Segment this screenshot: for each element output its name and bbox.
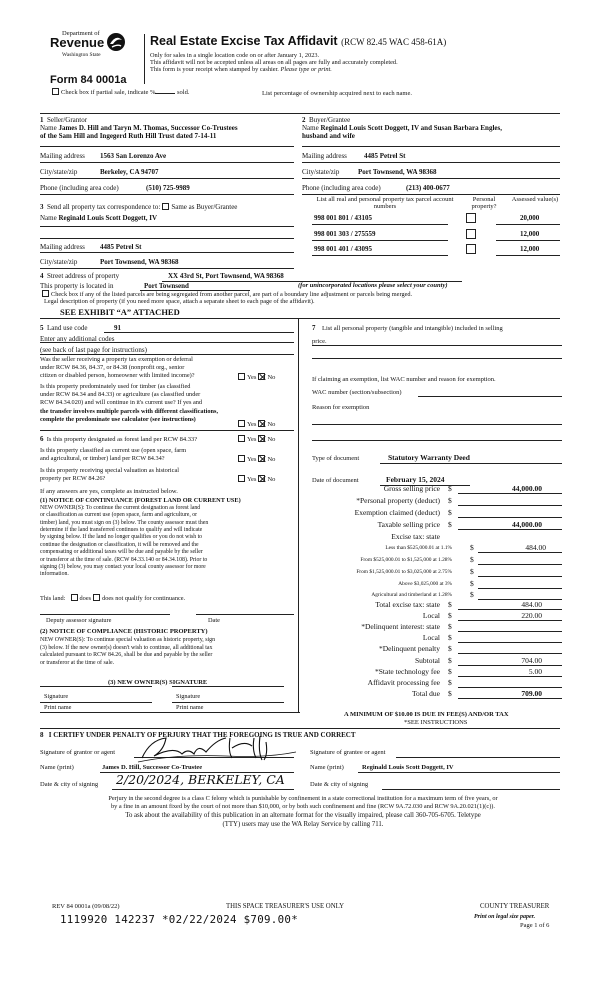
grantor-name-row: Name (print) James D. Hill, Successor Co-Trustee <box>40 764 203 771</box>
section3-name: Name Reginald Louis Scott Doggett, IV <box>40 214 158 222</box>
dor-logo <box>50 30 132 66</box>
personal-property-checkbox[interactable] <box>466 244 476 254</box>
deputy-signature-label: Deputy assessor signature <box>46 617 112 624</box>
deputy-date-label: Date <box>208 617 220 624</box>
owner-print-name-label: Print name <box>44 704 72 711</box>
form-number: Form 84 0001a <box>50 74 127 86</box>
forest-question: 6 Is this property designated as forest land per RCW 84.33? <box>40 435 198 443</box>
notice-compliance-title: (2) NOTICE OF COMPLIANCE (HISTORIC PROPERTY) <box>40 628 208 635</box>
parcel-col-header-3: Assessed value(s) <box>511 196 559 203</box>
no-checkbox[interactable] <box>258 475 265 482</box>
partial-sale-checkbox[interactable] <box>52 88 59 95</box>
form-revision: REV 84 0001a (09/08/22) <box>52 903 120 910</box>
seller-phone: Phone (including area code) (510) 725-9989 <box>40 184 190 192</box>
section4-street: 4 Street address of property XX 43rd St, Port Townsend, WA 98368 <box>40 272 284 280</box>
certify-statement: 8 I CERTIFY UNDER PENALTY OF PERJURY THAT THE FOREGOING IS TRUE AND CORRECT <box>40 731 356 739</box>
county-treasurer-label: COUNTY TREASURER <box>480 903 550 910</box>
historic-yes-no: Yes No <box>236 475 275 483</box>
subtotal-label: Subtotal <box>414 656 440 665</box>
exemption-yes-no: Yes No <box>236 373 275 381</box>
see-back: (see back of last page for instructions) <box>40 346 147 354</box>
notice-compliance-text: NEW OWNER(S): To continue special valuation as historic property, sign (3) below. If the new owner(s) doesn't wish to continue, all additional tax calculated pursuant to RCW 84.26, shall be due and payable by the seller or transferor at the time of sale. <box>40 637 216 667</box>
total-excise-state-value: 484.00 <box>521 600 542 609</box>
grantee-date-row: Date & city of signing <box>310 781 369 788</box>
local-tax-value: 220.00 <box>521 611 542 620</box>
grantor-signature-label: Signature of grantor or agent <box>40 749 116 756</box>
personal-property-checkbox[interactable] <box>466 229 476 239</box>
parcel-col-header-2: Personal property? <box>471 196 497 211</box>
personal-property-label: 7 List all personal property (tangible and intangible) included in selling price. <box>312 324 503 346</box>
current-use-question: Is this property classified as current use (open space, farm and agricultural, or timber) land per RCW 84.34? <box>40 447 187 463</box>
yes-checkbox[interactable] <box>238 475 245 482</box>
grantee-name-row: Name (print) Reginald Louis Scott Doggett, IV <box>310 764 454 771</box>
buyer-mailing: Mailing address 4485 Petrel St <box>302 152 406 160</box>
yes-checkbox[interactable] <box>238 373 245 380</box>
this-land-row: This land: does does not qualify for continuance. <box>40 595 186 602</box>
taxable-price-value: 44,000.00 <box>512 520 542 529</box>
grantor-date-row: Date & city of signing <box>40 781 99 788</box>
gross-price-label: Gross selling price <box>383 484 440 493</box>
new-owner-signature-title: (3) NEW OWNER(S) SIGNATURE <box>108 679 208 686</box>
minimum-note: A MINIMUM OF $10.00 IS DUE IN FEE(S) AND/OR TAX <box>344 711 509 718</box>
no-checkbox[interactable] <box>258 420 265 427</box>
delinquent-interest-label: *Delinquent interest: state <box>361 622 440 631</box>
cashier-stamp: 1119920 142237 *02/22/2024 $709.00* <box>60 913 299 926</box>
exemption-claim-label: If claiming an exemption, list WAC number and reason for exemption. <box>312 376 496 383</box>
legal-paper-note: Print on legal size paper. <box>474 914 536 920</box>
seller-heading: 1 Seller/Grantor <box>40 116 88 124</box>
gross-price-value: 44,000.00 <box>512 484 542 493</box>
does-checkbox[interactable] <box>71 594 78 601</box>
grantor-date-handwritten: 2/20/2024, BERKELEY, CA <box>116 772 285 787</box>
tech-fee-label: *State technology fee <box>375 667 440 676</box>
tech-fee-value: 5.00 <box>528 667 542 676</box>
excise-tax-header: Excise tax: state <box>391 532 440 541</box>
additional-codes: Enter any additional codes <box>40 335 115 343</box>
partial-sale-row: Check box if partial sale, indicate % sold. <box>50 88 190 96</box>
owner-signature-label: Signature <box>176 693 201 700</box>
segregated-row: Check box if any of the listed parcels are being segregated from another parcel, are part of a boundary line adjustment or parcels being merged. <box>40 290 412 298</box>
delinquent-local-label: Local <box>422 633 440 642</box>
current-use-yes-no: Yes No <box>236 455 275 463</box>
yes-checkbox[interactable] <box>238 420 245 427</box>
yes-checkbox[interactable] <box>238 435 245 442</box>
doc-date-row: Date of document February 15, 2024 <box>312 475 445 484</box>
subtotal-value: 704.00 <box>521 656 542 665</box>
land-use-row: 5 Land use code 91 <box>40 324 121 332</box>
no-checkbox[interactable] <box>258 373 265 380</box>
exhibit-a: SEE EXHIBIT “A” ATTACHED <box>60 307 180 317</box>
header-note-3: This form is your receipt when stamped by cashier. Please type or print. <box>150 66 332 73</box>
grantee-signature-label: Signature of grantee or agent <box>310 749 386 756</box>
seller-name: Name James D. Hill and Taryn M. Thomas, Successor Co-Trustees of the Sam Hill and Ingegerd Ruth Hill Trust dated 7-14-11 <box>40 124 238 141</box>
dor-state-label: Washington State <box>62 52 101 58</box>
timber-question: Is this property predominately used for timber (as classified under RCW 84.34 and 84.33) or agriculture (as classified under RCW 84.34.020) and will continue in it's current use? If yes and the transfer involves multiple parcels with different classifications, complete the predominate use calculator (see instructions) <box>40 383 219 423</box>
see-instructions: *SEE INSTRUCTIONS <box>404 719 468 726</box>
exemption-deduct-label: Exemption claimed (deduct) <box>354 508 440 517</box>
parcel-col-header-1: List all real and personal property tax parcel account numbers <box>316 196 454 211</box>
buyer-name: Name Reginald Louis Scott Doggett, IV and Susan Barbara Engles, husband and wife <box>302 124 502 141</box>
exemption-question: Was the seller receiving a property tax exemption or deferral under RCW 84.36, 84.37, or 84.38 (nonprofit org., senior citizen or disabled person, homeowner with limited income)? <box>40 356 195 380</box>
owner-print-name-label: Print name <box>176 704 204 711</box>
total-excise-state-label: Total excise tax: state <box>375 600 440 609</box>
affidavit-fee-label: Affidavit processing fee <box>367 678 440 687</box>
dor-swirl-icon <box>106 32 126 52</box>
does-not-checkbox[interactable] <box>93 594 100 601</box>
dor-revenue-label: Revenue <box>50 35 105 50</box>
section3-heading: 3 Send all property tax correspondence to: Same as Buyer/Grantee <box>40 203 238 211</box>
tier-label: From $1,525,000.01 to $3,025,000 at 2.75% <box>356 569 452 575</box>
forest-yes-no: Yes No <box>236 435 275 443</box>
no-checkbox[interactable] <box>258 455 265 462</box>
seller-mailing: Mailing address 1563 San Lorenzo Ave <box>40 152 167 160</box>
local-tax-label: Local <box>422 611 440 620</box>
tier-label: Less than $525,000.01 at 1.1% <box>385 545 452 551</box>
grantor-signature-image <box>136 734 306 764</box>
form-title: Real Estate Excise Tax Affidavit (RCW 82.45 WAC 458-61A) <box>150 34 447 48</box>
owner-signature-label: Signature <box>44 693 69 700</box>
header-note-2: This affidavit will not be accepted unless all areas on all pages are fully and accurately completed. <box>150 59 398 66</box>
header-note-1: Only for sales in a single location code on or after January 1, 2023. <box>150 52 320 59</box>
tier-value: 484.00 <box>525 543 546 552</box>
buyer-heading: 2 Buyer/Grantee <box>302 116 351 124</box>
total-due-value: 709.00 <box>521 689 542 698</box>
tier-label: From $525,000.01 to $1,525,000 at 1.28% <box>360 557 452 563</box>
taxable-price-label: Taxable selling price <box>377 520 440 529</box>
reason-label: Reason for exemption <box>312 404 370 411</box>
seller-city: City/state/zip Berkeley, CA 94707 <box>40 168 159 176</box>
personal-property-checkbox[interactable] <box>466 213 476 223</box>
section4-located: This property is located in Port Townsend (for unincorporated locations please select your county) <box>40 282 448 290</box>
ownership-note: List percentage of ownership acquired next to each name. <box>262 90 412 97</box>
dor-dept-label: Department of <box>62 30 100 37</box>
segregated-checkbox[interactable] <box>42 290 49 297</box>
wac-label: WAC number (section/subsection) <box>312 389 402 396</box>
legal-description-label: Legal description of property (if you need more space, attach a separate sheet to each page of the affidavit). <box>44 298 315 305</box>
buyer-phone: Phone (including area code) (213) 400-0677 <box>302 184 450 192</box>
perjury-notice: Perjury in the second degree is a class C felony which is punishable by confinement in a state correctional institution for a maximum term of five years, or by a fine in an amount fixed by the court of not more than $10,000, or by both such confinement and fine (RCW 9A.72.030 and RCW 9A.20.021(1)(c)). To ask about the availability of this publication in an alternate format for the visually impaired, please call 360-705-6705. Teletype (TTY) users may use the WA Relay Service by calling 711. <box>108 795 498 828</box>
tier-label: Agricultural and timberland at 1.28% <box>371 592 452 598</box>
no-checkbox[interactable] <box>258 435 265 442</box>
page-number: Page 1 of 6 <box>520 922 550 929</box>
timber-yes-no: Yes No <box>236 420 275 428</box>
historic-question: Is this property receiving special valuation as historical property per RCW 84.26? <box>40 467 180 483</box>
section3-city: City/state/zip Port Townsend, WA 98368 <box>40 258 179 266</box>
buyer-city: City/state/zip Port Townsend, WA 98368 <box>302 168 437 176</box>
treasurer-use-label: THIS SPACE TREASURER'S USE ONLY <box>226 903 345 910</box>
if-any-yes: If any answers are yes, complete as instructed below. <box>40 488 178 495</box>
section3-mailing: Mailing address 4485 Petrel St <box>40 243 142 251</box>
personal-property-deduct-label: *Personal property (deduct) <box>356 496 440 505</box>
total-due-label: Total due <box>411 689 440 698</box>
yes-checkbox[interactable] <box>238 455 245 462</box>
doc-type-row: Type of document Statutory Warranty Deed <box>312 453 470 462</box>
tier-label: Above $3,025,000 at 3% <box>398 581 452 587</box>
delinquent-penalty-label: *Delinquent penalty <box>378 644 440 653</box>
notice-continuance-text: NEW OWNER(S): To continue the current designation as forest land or classification as current use (open space, farm and agriculture, or timber) land, you must sign on (3) below. The county assessor must then determine if the land transferred continues to qualify and will indicate by signing below. If the land no longer qualifies or you do not wish to continue the designation or classification, it will be removed and the compensating or additional taxes will be due and payable by the seller or transferor at the time of sale. (RCW 84.33.140 or 84.34.108). Prior to signing (3) below, you may contact your local county assessor for more information. <box>40 505 209 578</box>
same-as-buyer-checkbox[interactable] <box>162 203 169 210</box>
notice-continuance-title: (1) NOTICE OF CONTINUANCE (FOREST LAND OR CURRENT USE) <box>40 497 241 504</box>
